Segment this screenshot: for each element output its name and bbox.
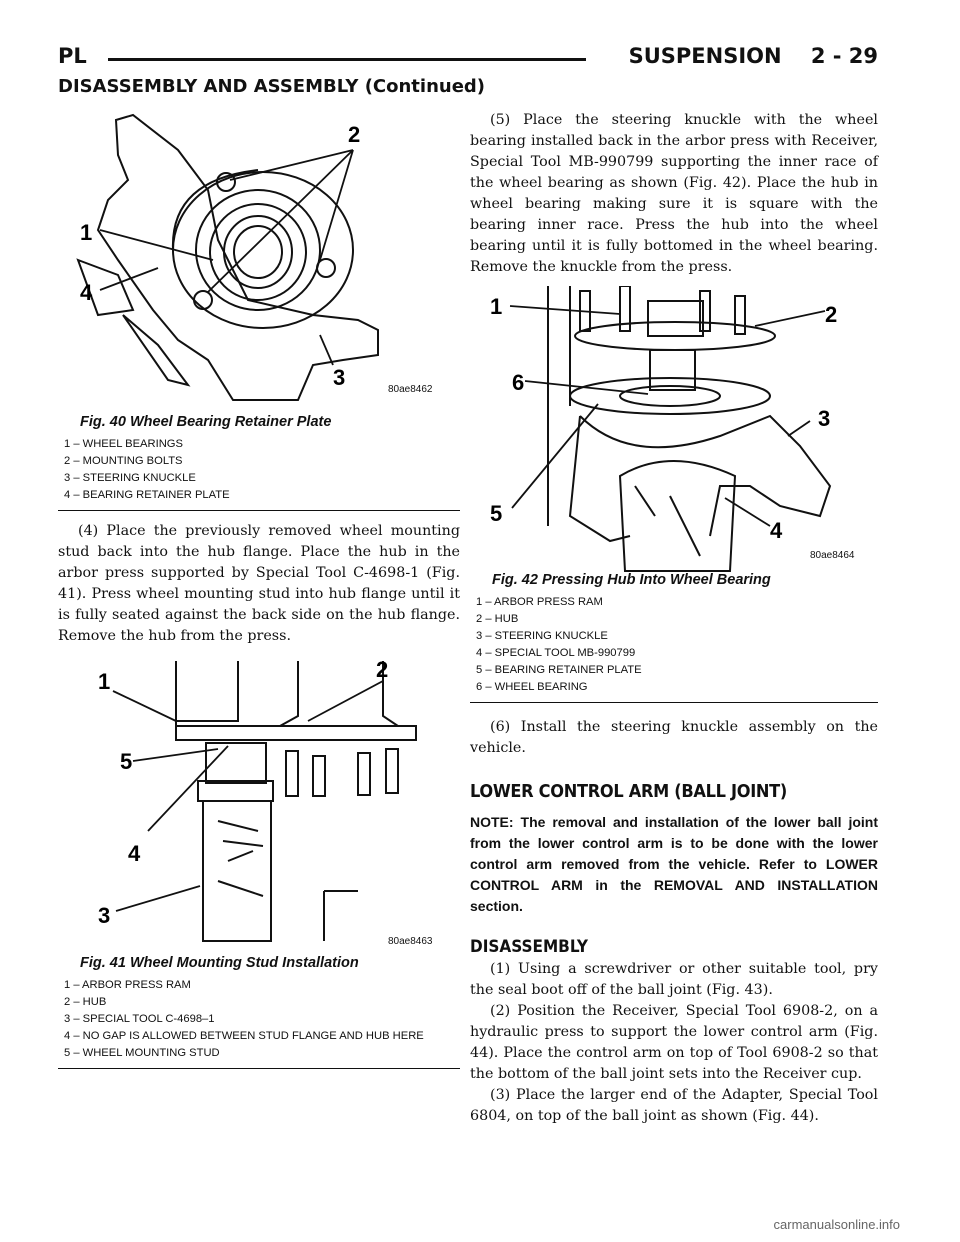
fig40-image-code: 80ae8462 (388, 384, 433, 395)
subsection-title-disassembly: DISASSEMBLY (470, 937, 589, 957)
fig41-callout-3: 3 (98, 903, 111, 928)
fig41-callout-2: 2 (376, 661, 389, 682)
section-title-lower-control-arm: LOWER CONTROL ARM (BALL JOINT) (470, 781, 788, 802)
disassembly-step-2: (2) Position the Receiver, Special Tool 6908-2, on a hydraulic press to support the lower control arm (Fig. 44). Place the control arm on top of Tool 6908-2 so that the bottom of the ball joint sets into the Receiver cup. (470, 1003, 878, 1082)
fig42-callout-4: 4 (770, 518, 783, 543)
legend-item: 1 – ARBOR PRESS RAM (64, 979, 191, 991)
page-header (58, 40, 878, 76)
legend-item: 1 – WHEEL BEARINGS (64, 438, 183, 450)
watermark-footer: carmanualsonline.info (773, 1217, 900, 1232)
fig41-image-code: 80ae8463 (388, 936, 433, 947)
fig41-legend (58, 977, 460, 1069)
step-4-paragraph: (4) Place the previously removed wheel mounting stud back into the hub flange. Place the hub in the arbor press supported by Special Tool C-4698-1 (Fig. 41). Press wheel mounting stud into hub flange until it is fully seated against the back side on the hub flange. Remove the hub from the press. (58, 523, 460, 644)
legend-item: 2 – MOUNTING BOLTS (64, 455, 183, 467)
step-6-paragraph: (6) Install the steering knuckle assembly on the vehicle. (470, 719, 878, 756)
legend-item: 3 – STEERING KNUCKLE (476, 630, 608, 642)
left-column (58, 110, 460, 1069)
legend-item: 5 – BEARING RETAINER PLATE (476, 664, 642, 676)
legend-item: 4 – BEARING RETAINER PLATE (64, 489, 230, 501)
legend-item: 3 – SPECIAL TOOL C-4698–1 (64, 1013, 215, 1025)
fig42-caption: Fig. 42 Pressing Hub Into Wheel Bearing (492, 572, 771, 588)
figure-41-illustration (58, 661, 460, 951)
fig41-callout-5: 5 (120, 749, 133, 774)
legend-item: 2 – HUB (64, 996, 107, 1008)
fig41-callout-1: 1 (98, 669, 111, 694)
legend-item: 4 – SPECIAL TOOL MB-990799 (476, 647, 636, 659)
fig42-callout-1: 1 (490, 294, 503, 319)
fig40-callout-2: 2 (348, 122, 361, 147)
fig40-legend (58, 436, 460, 511)
fig40-callout-1: 1 (80, 220, 93, 245)
header-section-code: PL (58, 44, 87, 68)
legend-item: 1 – ARBOR PRESS RAM (476, 596, 603, 608)
figure-41 (58, 661, 460, 1069)
header-subtitle: DISASSEMBLY AND ASSEMBLY (Continued) (58, 76, 486, 97)
figure-42 (470, 286, 878, 703)
right-column (470, 110, 878, 1127)
header-page-title: SUSPENSION 2 - 29 (628, 44, 878, 68)
figure-40 (58, 110, 460, 511)
step-5-paragraph: (5) Place the steering knuckle with the wheel bearing installed back in the arbor press with Receiver, Special Tool MB-990799 supporting the inner race of the wheel bearing as shown (Fig. 42). Place the hub in wheel bearing making sure it is square with the bearing inner race. Press the hub into the wheel bearing until it is fully bottomed in the wheel bearing. Remove the knuckle from the press. (470, 112, 878, 275)
legend-item: 5 – WHEEL MOUNTING STUD (64, 1047, 220, 1059)
disassembly-step-3: (3) Place the larger end of the Adapter, Special Tool 6804, on top of the ball joint as shown (Fig. 44). (470, 1087, 878, 1124)
fig40-callout-4: 4 (80, 280, 93, 305)
fig42-callout-3: 3 (818, 406, 831, 431)
legend-item: 3 – STEERING KNUCKLE (64, 472, 196, 484)
fig42-callout-6: 6 (512, 370, 525, 395)
figure-42-illustration (470, 286, 878, 576)
fig40-caption: Fig. 40 Wheel Bearing Retainer Plate (80, 414, 332, 430)
disassembly-step-1: (1) Using a screwdriver or other suitable tool, pry the seal boot off of the ball joint (Fig. 43). (470, 961, 878, 998)
legend-item: 4 – NO GAP IS ALLOWED BETWEEN STUD FLANGE AND HUB HERE (64, 1030, 424, 1042)
fig40-callout-3: 3 (333, 365, 346, 390)
fig42-callout-2: 2 (825, 302, 838, 327)
note-paragraph: NOTE: The removal and installation of the lower ball joint from the lower control arm is to be done with the lower control arm removed from the vehicle. Refer to LOWER CONTROL ARM in the REMOVAL AND INSTALLATION section. (470, 814, 878, 914)
fig42-callout-5: 5 (490, 501, 503, 526)
fig41-caption: Fig. 41 Wheel Mounting Stud Installation (80, 955, 359, 971)
figure-40-illustration (58, 110, 460, 410)
fig42-legend (470, 594, 878, 703)
fig42-image-code: 80ae8464 (810, 550, 855, 561)
legend-item: 2 – HUB (476, 613, 519, 625)
legend-item: 6 – WHEEL BEARING (476, 681, 588, 693)
fig41-callout-4: 4 (128, 841, 141, 866)
header-rule (108, 58, 586, 61)
